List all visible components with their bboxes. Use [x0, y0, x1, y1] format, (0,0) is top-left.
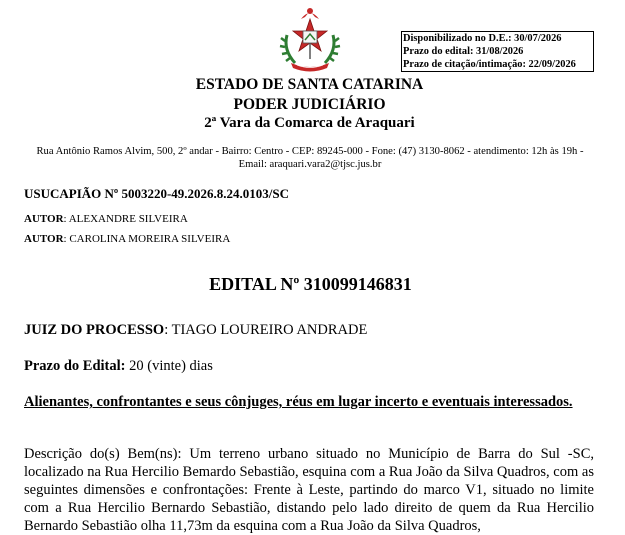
court-address: Rua Antônio Ramos Alvim, 500, 2º andar - Bairro: Centro - CEP: 89245-000 - Fone: (47) 3130-8062 - atendimento: 12h às 19h - Email: araquari.vara2@tjsc.jus.br — [36, 146, 584, 170]
addressees-paragraph: Alienantes, confrontantes e seus cônjuges, réus em lugar incerto e eventuais interessados. — [24, 394, 573, 410]
party-role: AUTOR — [24, 233, 64, 245]
party-line — [24, 233, 230, 245]
party-role: AUTOR — [24, 213, 64, 225]
edital-deadline: Prazo do edital: 31/08/2026 — [403, 46, 524, 57]
property-description: Descrição do(s) Bem(ns): Um terreno urbano situado no Município de Barra do Sul -SC, localizado na Rua Hercilio Bemardo Sebastião, esquina com a Rua João da Silva Quadros, com as seguintes dimensões e confrontações: Frente à Leste, partindo do marco V1, situado no limite com a Rua Hercilio Bernardo Sebastião, distando pelo lado direito de quem da Rua Hercilio Bernardo Sebastião olha 11,73m da esquina com a Rua João da Silva Quadros, — [24, 446, 594, 534]
party-name: : ALEXANDRE SILVEIRA — [63, 213, 188, 225]
judge-label: JUIZ DO PROCESSO — [24, 322, 165, 338]
judge-line — [24, 322, 367, 339]
branch-heading: PODER JUDICIÁRIO — [233, 96, 386, 113]
judge-name: : TIAGO LOUREIRO ANDRADE — [164, 322, 368, 338]
case-title: USUCAPIÃO Nº 5003220-49.2026.8.24.0103/SC — [24, 186, 290, 201]
publication-dates-box — [401, 31, 594, 72]
party-line — [24, 213, 188, 225]
party-name: : CAROLINA MOREIRA SILVEIRA — [63, 233, 231, 245]
deadline-label: Prazo do Edital: — [24, 358, 126, 374]
deadline-line — [24, 358, 213, 375]
edital-title: EDITAL Nº 310099146831 — [209, 274, 412, 294]
citation-deadline: Prazo de citação/intimação: 22/09/2026 — [403, 59, 576, 70]
published-date: Disponibilizado no D.E.: 30/07/2026 — [403, 33, 562, 44]
deadline-value: 20 (vinte) dias — [125, 358, 213, 374]
coat-of-arms-seal — [277, 5, 343, 73]
state-heading: ESTADO DE SANTA CATARINA — [195, 76, 424, 93]
court-heading: 2ª Vara da Comarca de Araquari — [204, 115, 415, 131]
